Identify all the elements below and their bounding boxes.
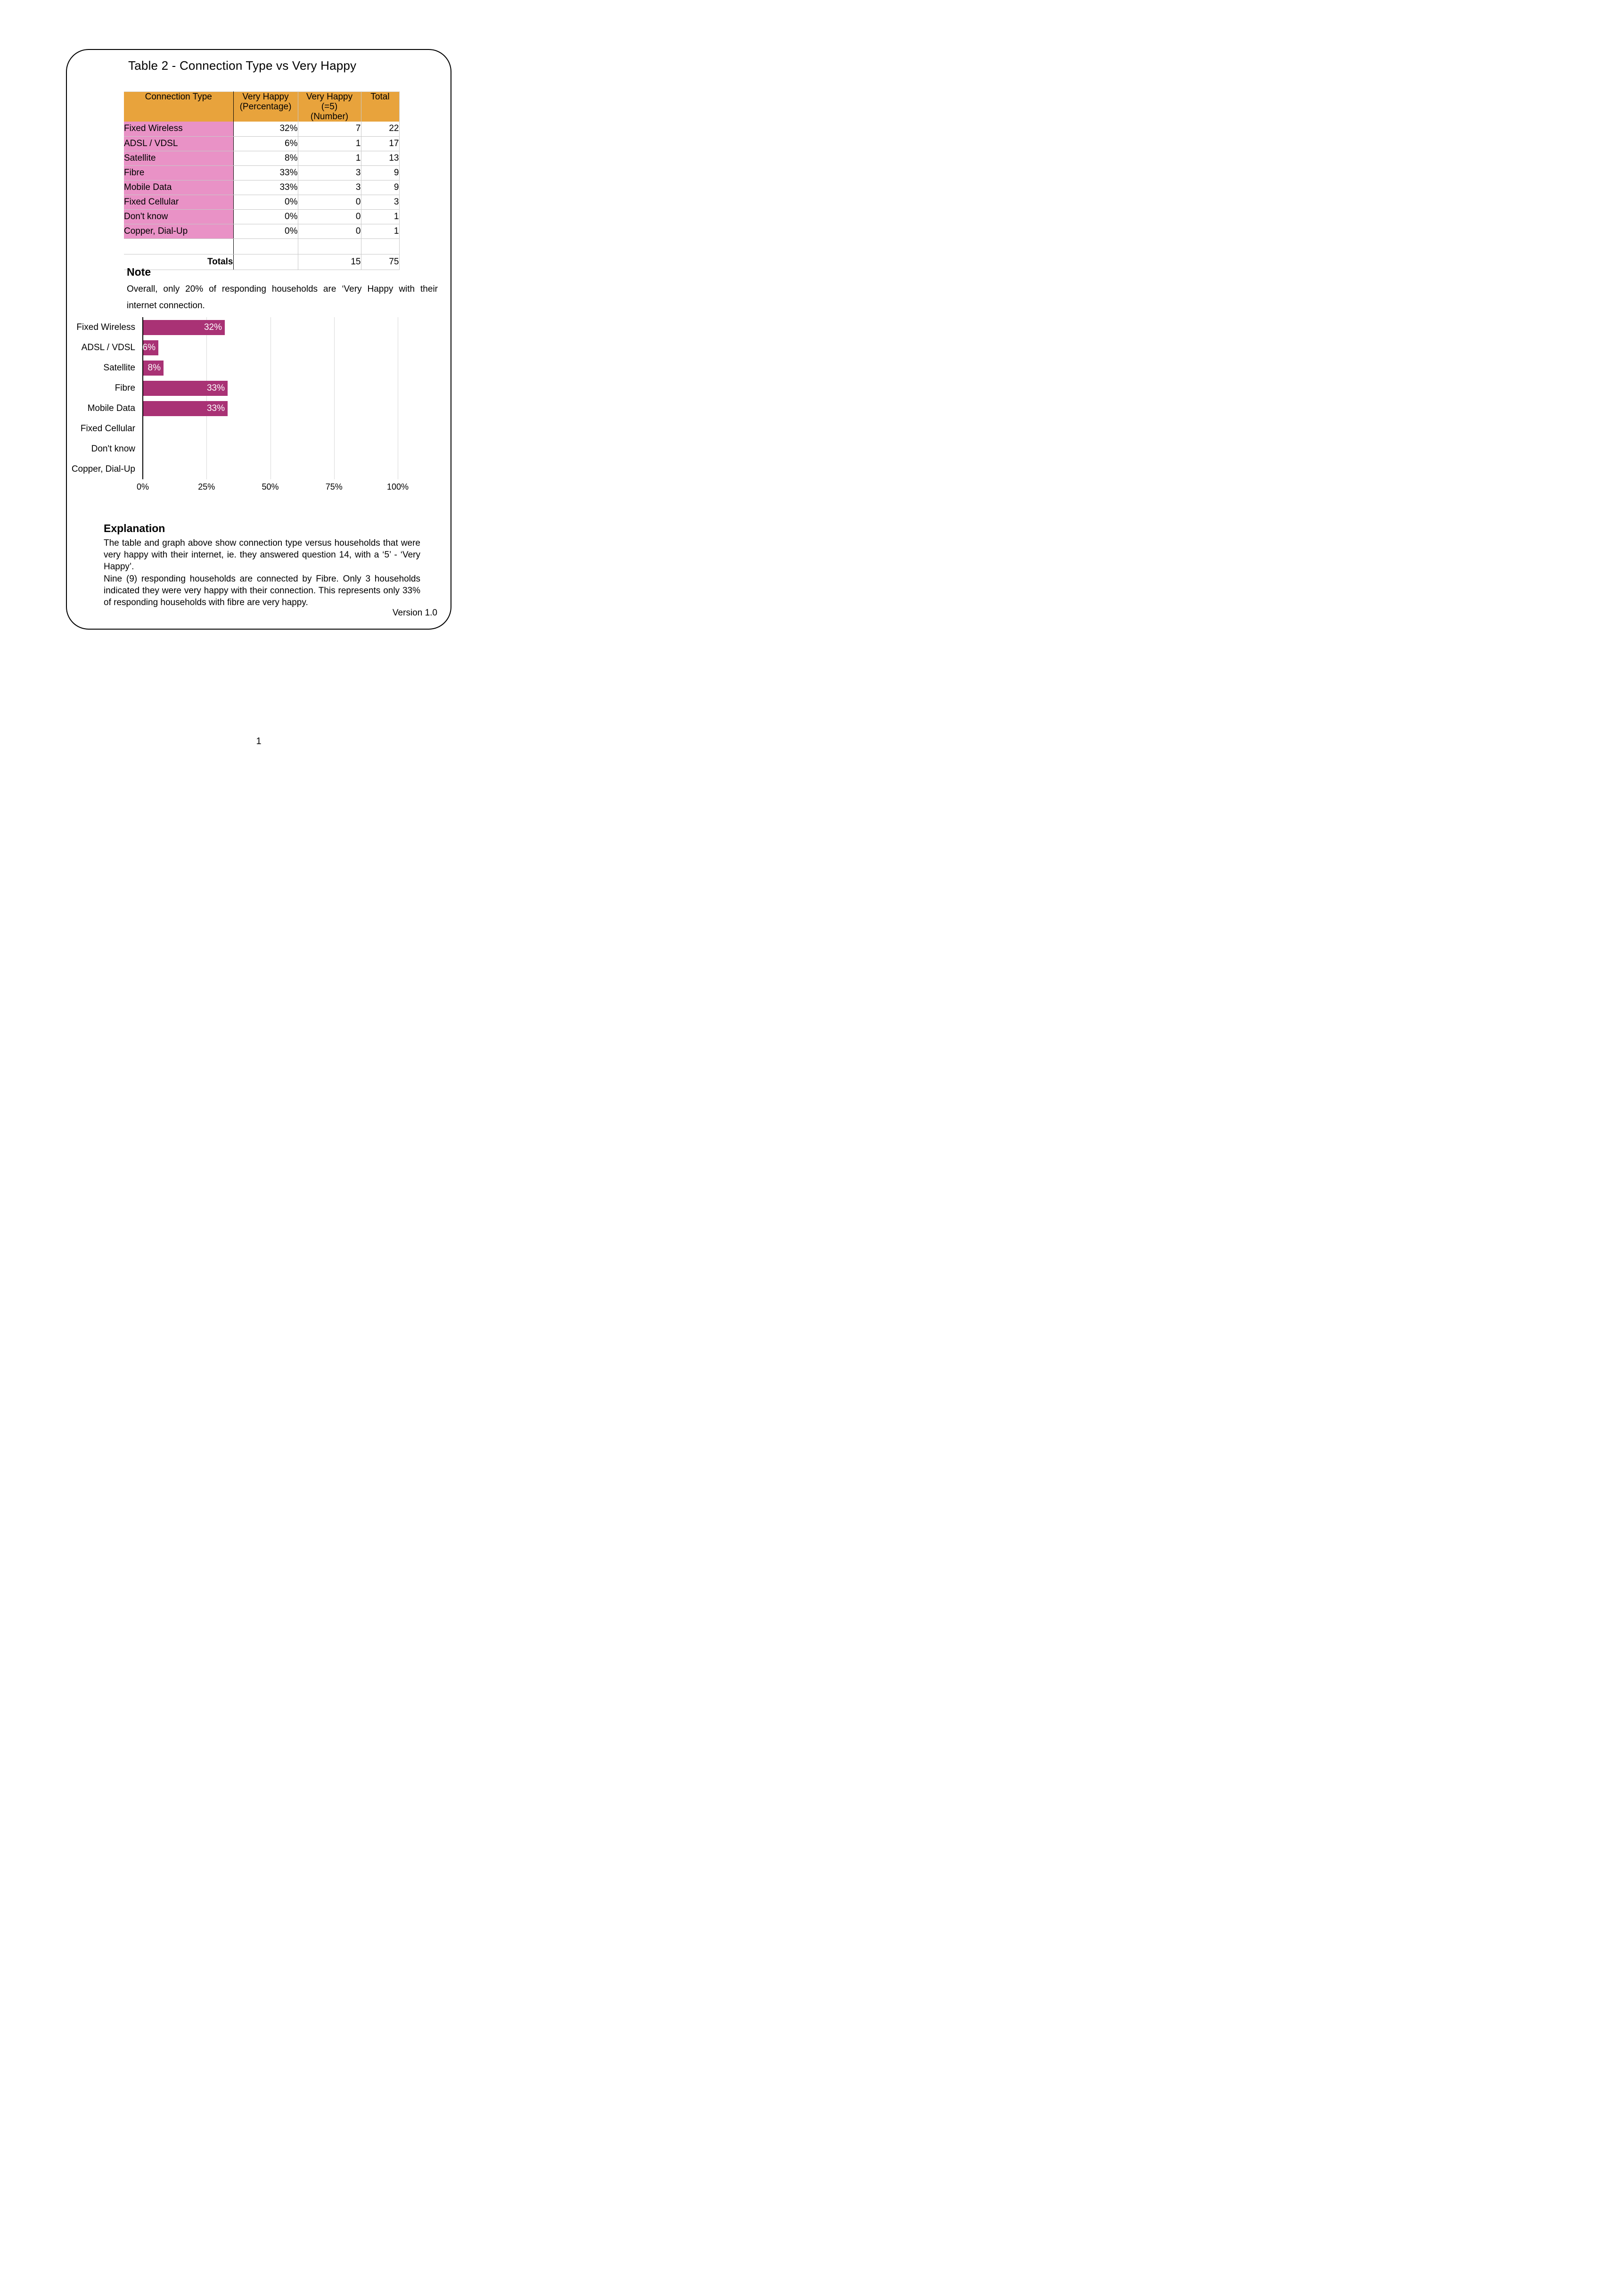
page-number: 1 — [256, 736, 262, 746]
chart-row — [143, 337, 398, 358]
explanation-heading: Explanation — [104, 522, 165, 534]
cell-connection-type: Fixed Cellular — [124, 195, 233, 209]
category-label: Satellite — [103, 363, 135, 373]
column-header-very-happy-number — [298, 92, 361, 122]
table-header-row — [124, 92, 399, 122]
header-line: Connection Type — [145, 92, 212, 102]
chart-bar — [143, 381, 228, 396]
header-line: Total — [370, 92, 390, 102]
chart-row — [143, 418, 398, 439]
bar-value-label: 33% — [206, 403, 225, 413]
totals-number: 15 — [298, 254, 361, 270]
category-labels — [50, 317, 135, 479]
cell-connection-type: Don't know — [124, 209, 233, 224]
note-body-text: Overall, only 20% of responding households are ‘Very Happy with their internet connection. — [127, 284, 438, 311]
category-label: Don't know — [91, 444, 135, 454]
bar-value-label: 32% — [204, 322, 222, 332]
table-row — [124, 180, 399, 195]
cell-total: 17 — [361, 136, 399, 151]
header-line: Very Happy — [242, 92, 289, 102]
cell-percentage: 0% — [233, 195, 298, 209]
empty-cell — [361, 238, 399, 254]
chart-row — [143, 358, 398, 378]
table-row — [124, 224, 399, 238]
connection-type-table — [124, 91, 400, 270]
x-axis-tick-label: 25% — [198, 482, 215, 492]
bar-value-label: 6% — [142, 343, 156, 353]
cell-number: 7 — [298, 122, 361, 136]
page-title: Table 2 - Connection Type vs Very Happy — [128, 58, 357, 73]
column-header-total — [361, 92, 399, 122]
cell-connection-type: Satellite — [124, 151, 233, 165]
cell-connection-type: Mobile Data — [124, 180, 233, 195]
bar-value-label: 8% — [148, 363, 161, 373]
table-totals-row — [124, 254, 399, 270]
cell-total: 9 — [361, 180, 399, 195]
cell-connection-type: ADSL / VDSL — [124, 136, 233, 151]
chart-bar — [143, 340, 158, 355]
cell-number: 1 — [298, 151, 361, 165]
chart-row — [143, 378, 398, 398]
header-line: Very Happy (=5) — [306, 92, 353, 112]
cell-number: 3 — [298, 180, 361, 195]
x-axis-tick-label: 50% — [262, 482, 279, 492]
cell-total: 1 — [361, 209, 399, 224]
cell-connection-type: Copper, Dial-Up — [124, 224, 233, 238]
chart-row — [143, 398, 398, 418]
header-line: (Number) — [310, 112, 349, 122]
table-empty-row — [124, 238, 399, 254]
cell-percentage: 0% — [233, 209, 298, 224]
totals-total: 75 — [361, 254, 399, 270]
category-label: Fibre — [115, 383, 135, 393]
cell-connection-type: Fibre — [124, 165, 233, 180]
cell-number: 0 — [298, 209, 361, 224]
category-label: Fixed Cellular — [80, 424, 135, 434]
cell-number: 3 — [298, 165, 361, 180]
cell-number: 1 — [298, 136, 361, 151]
chart-bar — [143, 320, 225, 335]
x-axis-tick-label: 75% — [325, 482, 343, 492]
chart-row — [143, 317, 398, 337]
explanation-paragraph-2: Nine (9) responding households are connected by Fibre. Only 3 households indicated they were very happy with their connection. This represents only 33% of responding households with fibre are very happy. — [104, 574, 420, 607]
header-line: (Percentage) — [239, 102, 292, 112]
table-row — [124, 136, 399, 151]
cell-total: 1 — [361, 224, 399, 238]
category-label: Mobile Data — [87, 403, 135, 413]
table-row — [124, 122, 399, 136]
cell-total: 22 — [361, 122, 399, 136]
category-label: Fixed Wireless — [76, 322, 135, 332]
totals-label: Totals — [124, 254, 233, 270]
cell-percentage: 33% — [233, 180, 298, 195]
chart-bar — [143, 401, 228, 416]
chart-bar — [143, 361, 164, 376]
chart-row — [143, 459, 398, 479]
category-label: Copper, Dial-Up — [71, 464, 135, 474]
table-row — [124, 165, 399, 180]
version-label: Version 1.0 — [392, 608, 437, 618]
cell-percentage: 0% — [233, 224, 298, 238]
bar-chart-plot-area — [143, 317, 398, 479]
empty-cell — [124, 238, 233, 254]
column-header-connection-type — [124, 92, 233, 122]
x-axis-tick-labels — [136, 482, 409, 493]
bar-value-label: 33% — [206, 383, 225, 393]
table-row — [124, 209, 399, 224]
cell-total: 3 — [361, 195, 399, 209]
note-heading: Note — [127, 266, 151, 278]
cell-percentage: 6% — [233, 136, 298, 151]
empty-cell — [233, 238, 298, 254]
x-axis-tick-label: 0% — [136, 482, 149, 492]
cell-number: 0 — [298, 195, 361, 209]
empty-cell — [298, 238, 361, 254]
cell-percentage: 8% — [233, 151, 298, 165]
cell-number: 0 — [298, 224, 361, 238]
totals-percentage-cell — [233, 254, 298, 270]
chart-row — [143, 439, 398, 459]
table-row — [124, 195, 399, 209]
cell-total: 13 — [361, 151, 399, 165]
cell-total: 9 — [361, 165, 399, 180]
cell-percentage: 32% — [233, 122, 298, 136]
x-axis-tick-label: 100% — [386, 482, 409, 492]
table-row — [124, 151, 399, 165]
explanation-paragraph-1: The table and graph above show connection type versus households that were very happy with their internet, ie. they answered question 14, with a ‘5’ - ‘Very Happy’. — [104, 538, 420, 572]
document-page — [0, 0, 541, 765]
cell-connection-type: Fixed Wireless — [124, 122, 233, 136]
cell-percentage: 33% — [233, 165, 298, 180]
column-header-very-happy-percentage — [233, 92, 298, 122]
category-label: ADSL / VDSL — [81, 343, 135, 353]
